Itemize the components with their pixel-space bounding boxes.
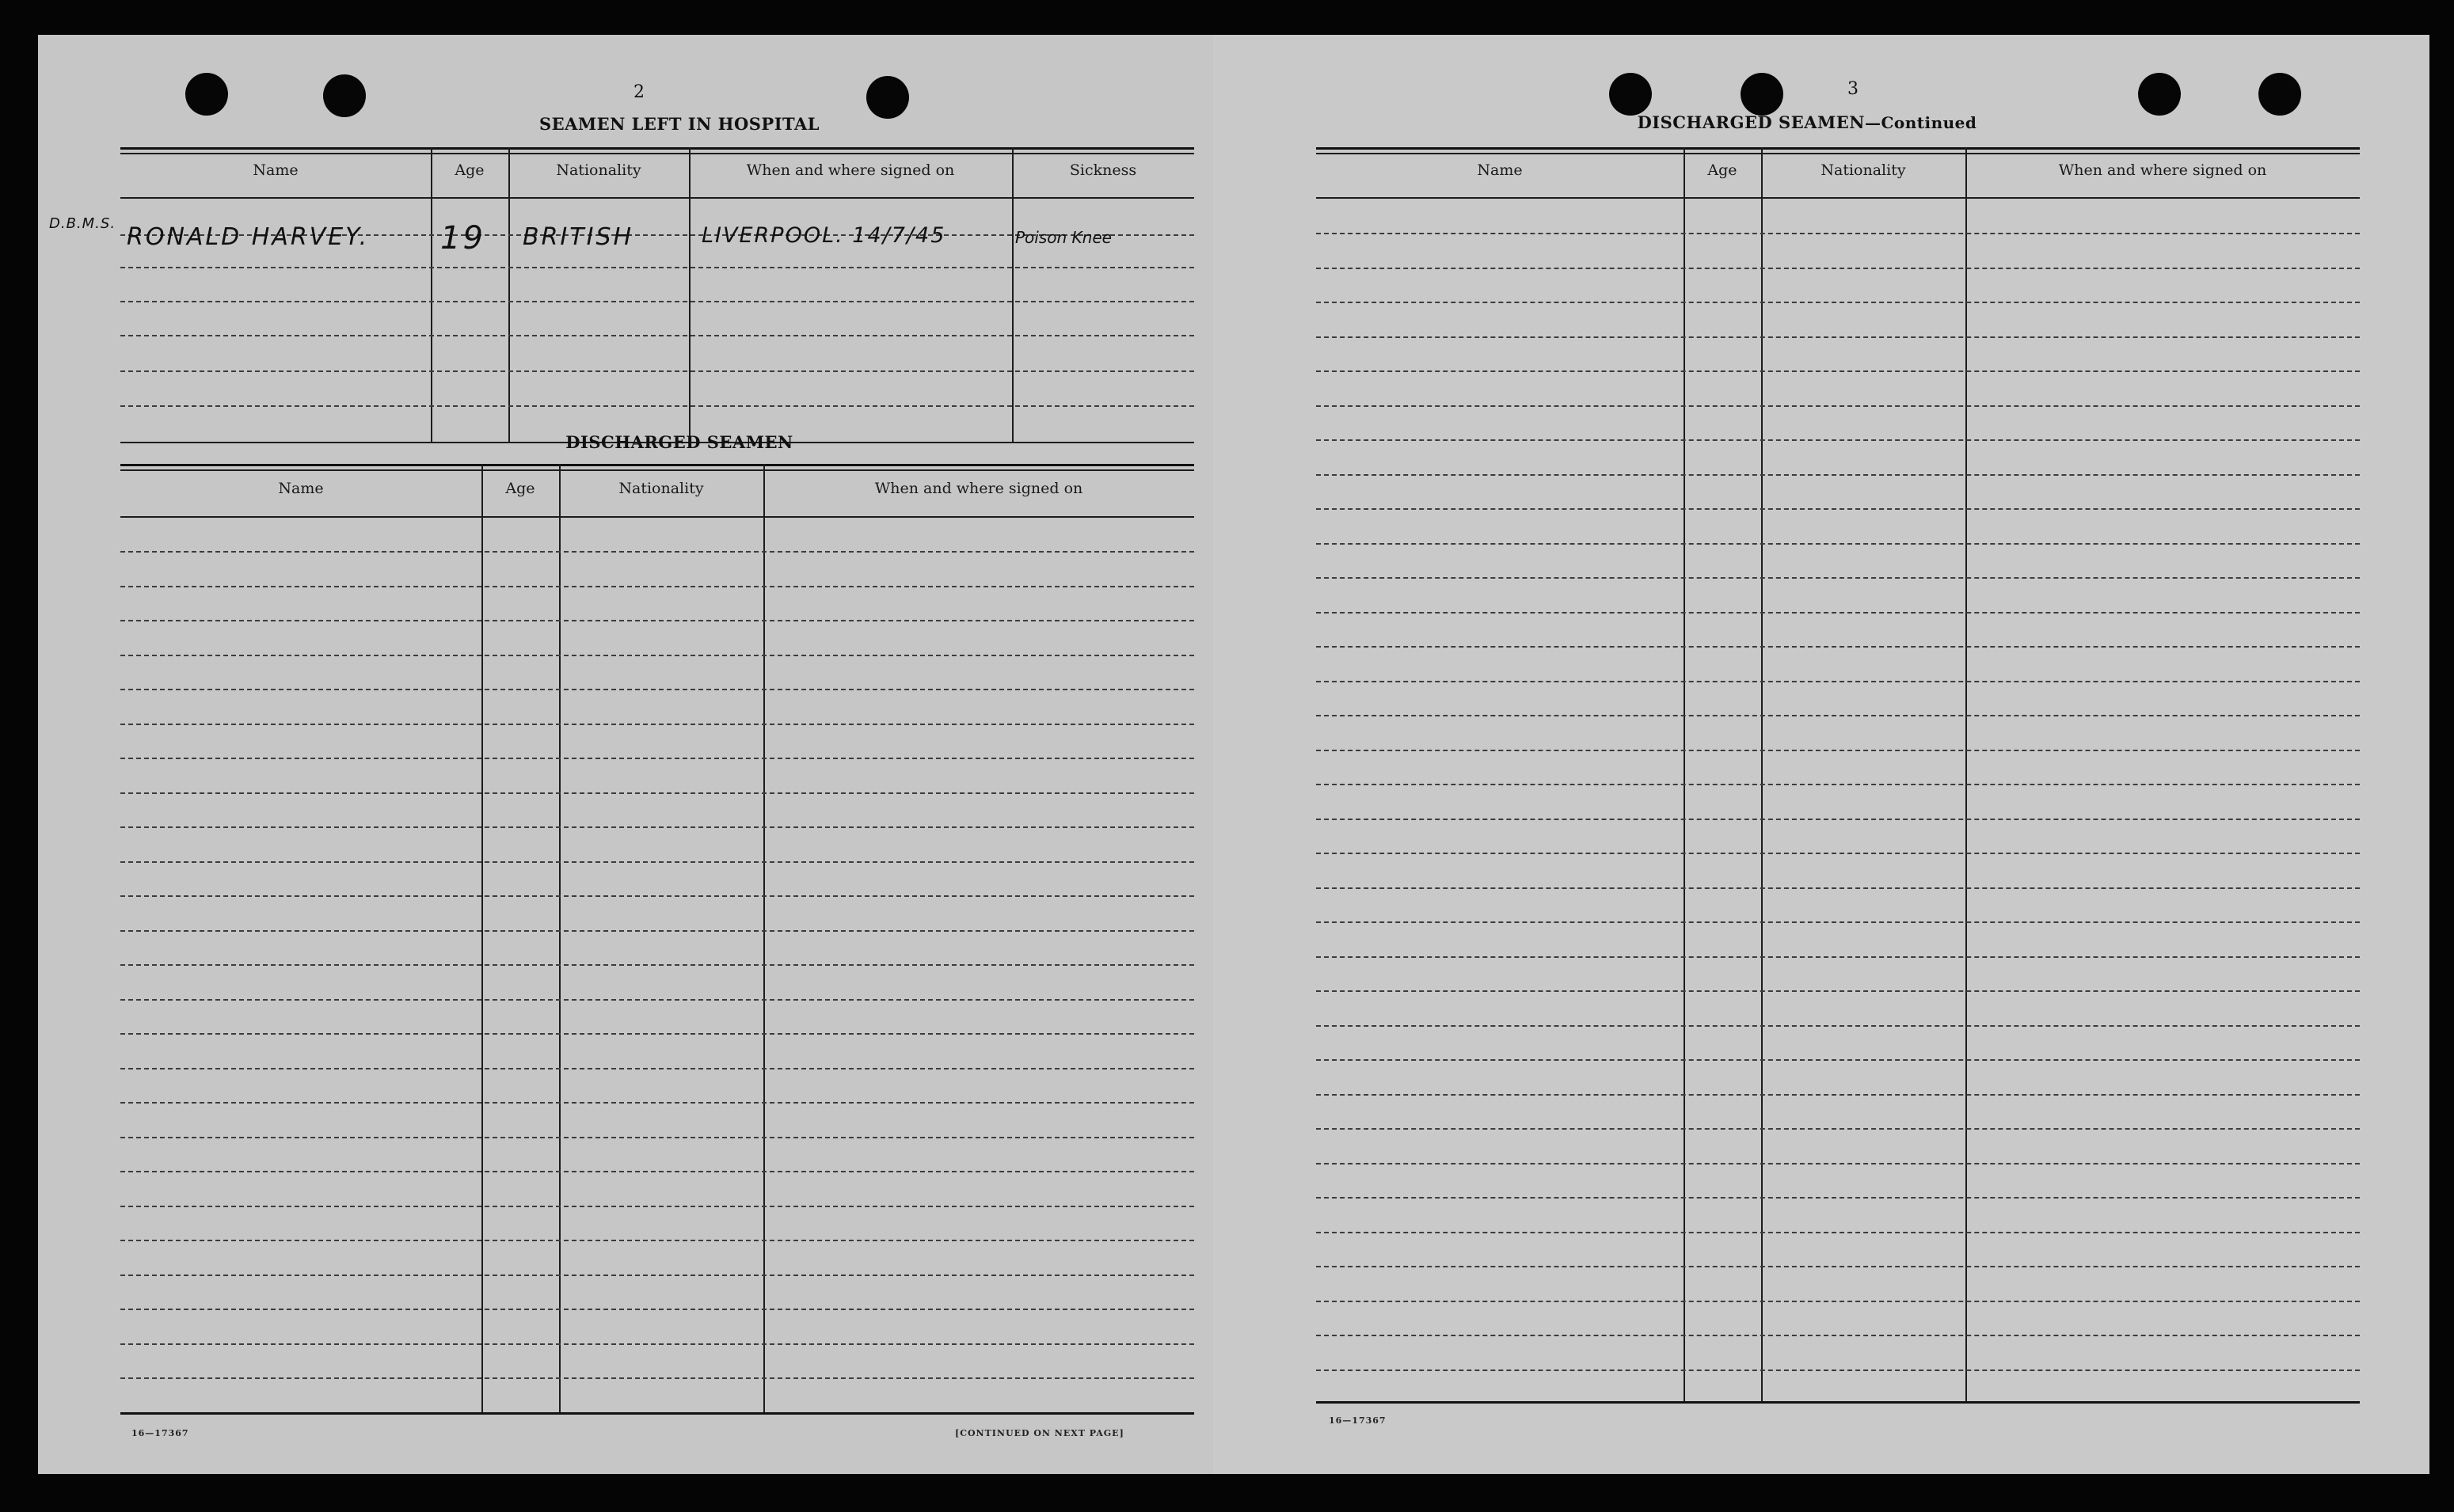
margin-note: D.B.M.S. bbox=[49, 215, 116, 232]
rule bbox=[120, 469, 1194, 471]
row-line bbox=[120, 551, 1194, 553]
row-line bbox=[120, 586, 1194, 587]
row-line bbox=[1316, 921, 2360, 923]
row-line bbox=[1316, 1335, 2360, 1336]
column-header-age: Age bbox=[505, 480, 535, 497]
left-page bbox=[38, 35, 1221, 1474]
right-section-title bbox=[1609, 112, 2005, 132]
row-line bbox=[1316, 336, 2360, 338]
rule bbox=[120, 147, 1194, 150]
form-number: 16—17367 bbox=[131, 1428, 189, 1438]
seaman-age: 19 bbox=[440, 220, 485, 256]
seaman-signed-on: LIVERPOOL. 14/7/45 bbox=[702, 223, 946, 248]
row-line bbox=[120, 792, 1194, 794]
discharged-section-title: DISCHARGED SEAMEN bbox=[565, 432, 793, 452]
row-line bbox=[1316, 1370, 2360, 1371]
row-line bbox=[1316, 1128, 2360, 1130]
punch-hole-icon bbox=[1609, 73, 1652, 116]
seaman-nationality: BRITISH bbox=[523, 223, 634, 251]
row-line bbox=[120, 301, 1194, 302]
row-line bbox=[1316, 370, 2360, 372]
row-line bbox=[120, 1240, 1194, 1241]
column-header-sickness: Sickness bbox=[1069, 161, 1137, 179]
row-line bbox=[120, 895, 1194, 897]
punch-hole-icon bbox=[2138, 73, 2181, 116]
row-line bbox=[1316, 1025, 2360, 1027]
row-line bbox=[120, 758, 1194, 759]
page-number: 2 bbox=[633, 82, 645, 102]
row-line bbox=[1316, 715, 2360, 716]
punch-hole-icon bbox=[323, 74, 366, 117]
row-line bbox=[120, 655, 1194, 656]
column-header-signed-on: When and where signed on bbox=[2058, 161, 2267, 179]
row-line bbox=[1316, 887, 2360, 889]
row-line bbox=[120, 1171, 1194, 1172]
row-line bbox=[1316, 1232, 2360, 1233]
row-line bbox=[120, 1377, 1194, 1379]
row-line bbox=[120, 1033, 1194, 1035]
rule bbox=[120, 197, 1194, 199]
right-page bbox=[1213, 35, 2429, 1474]
row-line bbox=[120, 999, 1194, 1001]
hospital-section-title: SEAMEN LEFT IN HOSPITAL bbox=[538, 114, 820, 134]
row-line bbox=[120, 1102, 1194, 1104]
row-line bbox=[1316, 1301, 2360, 1302]
row-line bbox=[120, 335, 1194, 336]
row-line bbox=[1316, 268, 2360, 269]
row-line bbox=[1316, 508, 2360, 510]
column-header-age: Age bbox=[455, 161, 485, 179]
page-number: 3 bbox=[1847, 79, 1859, 99]
row-line bbox=[120, 689, 1194, 690]
punch-hole-icon bbox=[185, 73, 228, 116]
rule bbox=[120, 153, 1194, 154]
rule bbox=[120, 464, 1194, 466]
row-line bbox=[1316, 405, 2360, 407]
column-header-age: Age bbox=[1707, 161, 1737, 179]
column-header-name: Name bbox=[253, 161, 299, 179]
row-line bbox=[1316, 853, 2360, 854]
column-header-signed-on: When and where signed on bbox=[746, 161, 955, 179]
row-line bbox=[120, 370, 1194, 372]
form-number: 16—17367 bbox=[1329, 1415, 1387, 1426]
row-line bbox=[120, 964, 1194, 966]
column-header-name: Name bbox=[1477, 161, 1523, 179]
row-line bbox=[1316, 1197, 2360, 1199]
punch-hole-icon bbox=[2258, 73, 2301, 116]
row-line bbox=[1316, 1163, 2360, 1164]
row-line bbox=[120, 861, 1194, 863]
rule bbox=[1316, 153, 2360, 154]
row-line bbox=[1316, 990, 2360, 992]
row-line bbox=[1316, 612, 2360, 614]
punch-hole-icon bbox=[1741, 73, 1783, 116]
row-line bbox=[1316, 819, 2360, 820]
column-divider bbox=[481, 464, 483, 1412]
rule bbox=[1316, 1401, 2360, 1404]
column-divider bbox=[559, 464, 561, 1412]
row-line bbox=[120, 1206, 1194, 1207]
row-line bbox=[120, 930, 1194, 932]
row-line bbox=[1316, 543, 2360, 545]
title-main: DISCHARGED SEAMEN bbox=[1637, 112, 1865, 132]
rule bbox=[1316, 147, 2360, 150]
row-line bbox=[1316, 750, 2360, 751]
row-line bbox=[120, 405, 1194, 407]
row-line bbox=[1316, 956, 2360, 958]
rule bbox=[120, 1412, 1194, 1415]
rule bbox=[1316, 197, 2360, 199]
row-line bbox=[120, 620, 1194, 621]
row-line bbox=[1316, 1266, 2360, 1267]
column-header-signed-on: When and where signed on bbox=[874, 480, 1083, 497]
column-divider bbox=[508, 147, 510, 442]
row-line bbox=[1316, 1059, 2360, 1061]
row-line bbox=[1316, 646, 2360, 648]
seaman-name: RONALD HARVEY. bbox=[127, 223, 370, 251]
column-header-nationality: Nationality bbox=[1821, 161, 1906, 179]
row-line bbox=[120, 724, 1194, 725]
row-line bbox=[120, 1309, 1194, 1310]
row-line bbox=[1316, 474, 2360, 476]
row-line bbox=[120, 826, 1194, 828]
row-line bbox=[1316, 1094, 2360, 1096]
column-divider bbox=[431, 147, 432, 442]
column-header-name: Name bbox=[278, 480, 324, 497]
seaman-sickness: Poison Knee bbox=[1015, 228, 1112, 247]
row-line bbox=[1316, 784, 2360, 785]
rule bbox=[120, 516, 1194, 518]
row-line bbox=[1316, 577, 2360, 579]
column-header-nationality: Nationality bbox=[556, 161, 641, 179]
row-line bbox=[1316, 439, 2360, 441]
row-line bbox=[120, 1137, 1194, 1138]
row-line bbox=[120, 267, 1194, 268]
row-line bbox=[1316, 681, 2360, 682]
faint-stamp bbox=[828, 59, 1054, 137]
column-divider bbox=[1012, 147, 1014, 442]
column-divider bbox=[763, 464, 765, 1412]
row-line bbox=[1316, 302, 2360, 303]
row-line bbox=[120, 1343, 1194, 1345]
row-line bbox=[120, 1275, 1194, 1276]
column-header-nationality: Nationality bbox=[618, 480, 704, 497]
column-divider bbox=[689, 147, 691, 442]
row-line bbox=[1316, 233, 2360, 234]
row-line bbox=[120, 1068, 1194, 1069]
title-suffix: —Continued bbox=[1864, 113, 1977, 132]
continued-note: [CONTINUED ON NEXT PAGE] bbox=[955, 1428, 1124, 1438]
